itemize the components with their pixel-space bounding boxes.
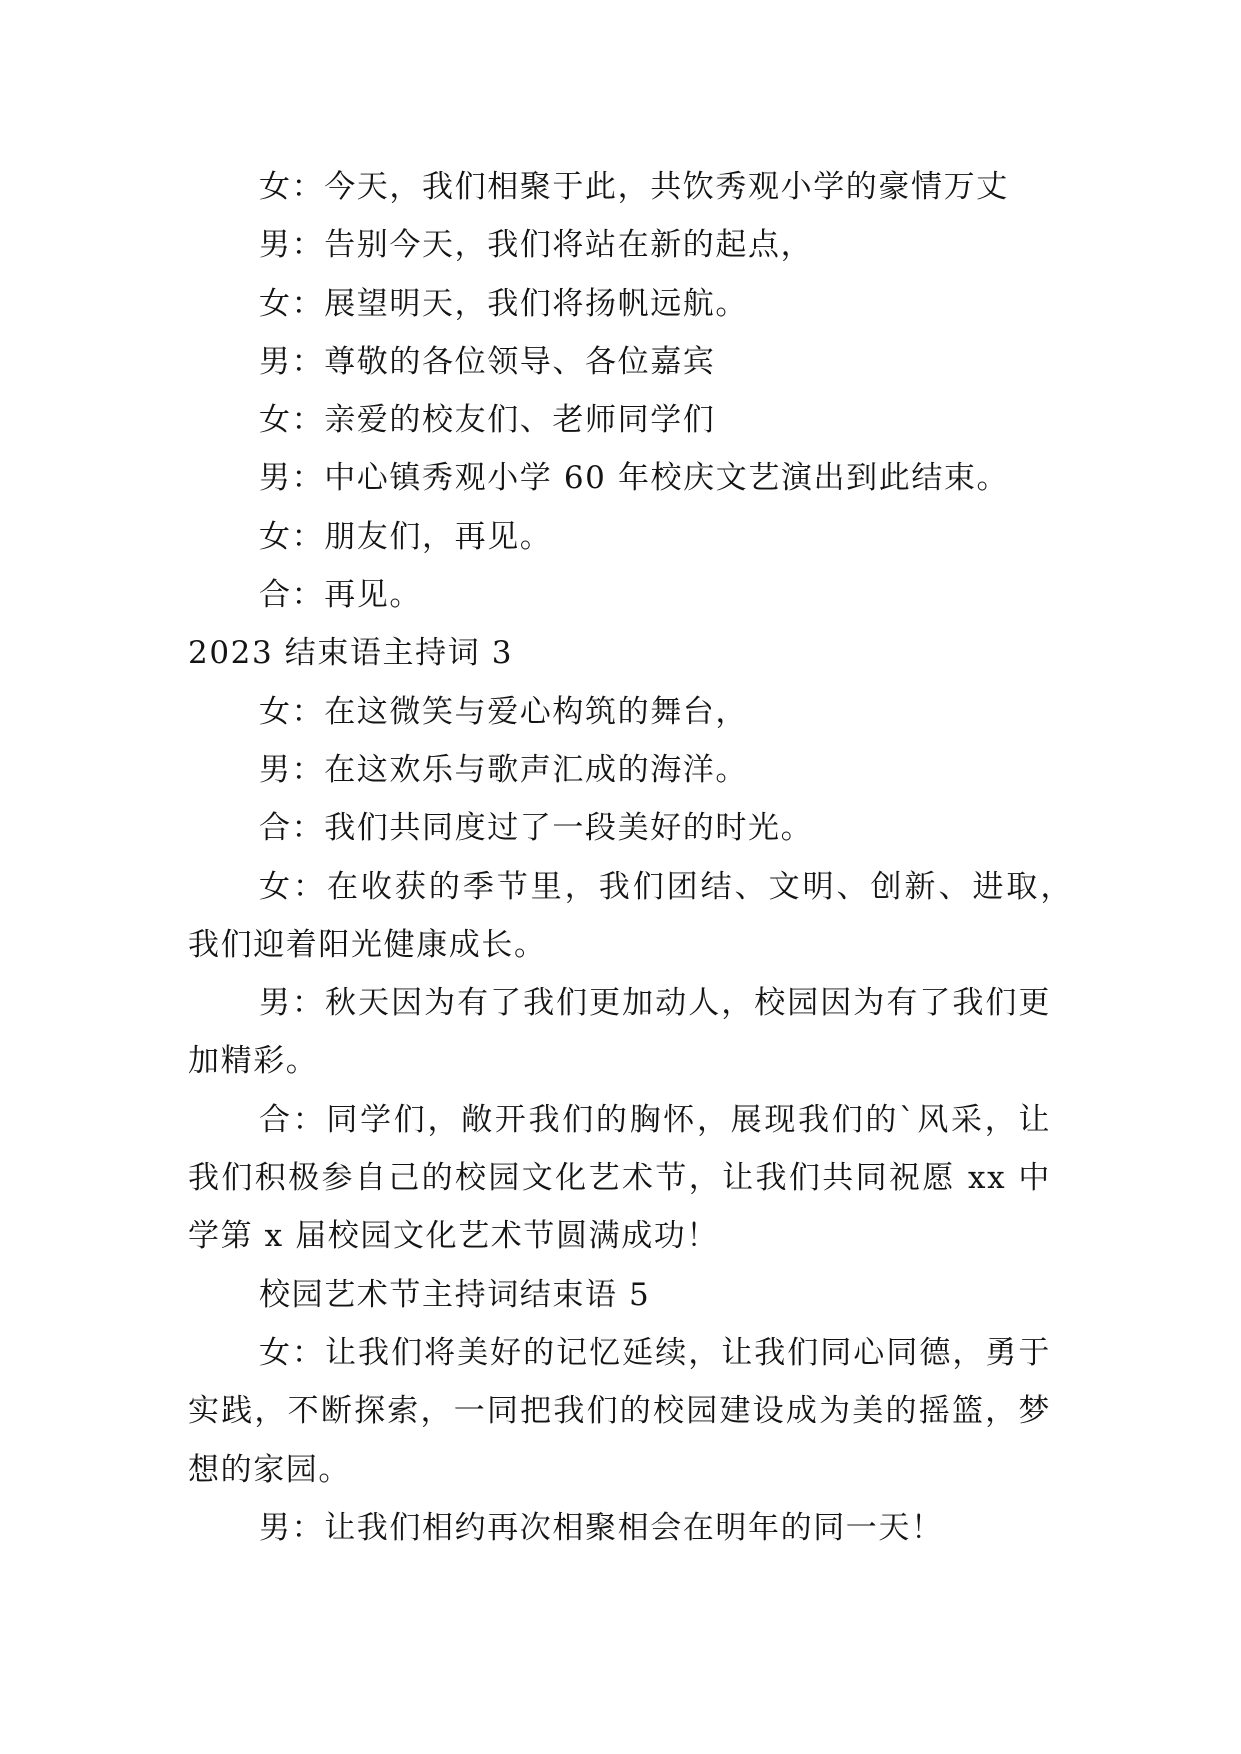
section-heading: 2023 结束语主持词 3: [188, 635, 514, 672]
dialogue-line: 女：在收获的季节里，我们团结、文明、创新、进取，: [259, 868, 1073, 905]
dialogue-line: 合：同学们，敞开我们的胸怀，展现我们的`风采，让: [259, 1101, 1051, 1138]
dialogue-line: 女：在这微笑与爱心构筑的舞台，: [259, 693, 748, 730]
dialogue-line: 男：尊敬的各位领导、各位嘉宾: [259, 343, 716, 380]
dialogue-line-continuation: 学第 x 届校园文化艺术节圆满成功！: [188, 1218, 719, 1255]
dialogue-line: 男：告别今天，我们将站在新的起点，: [259, 227, 814, 264]
dialogue-line: 男：中心镇秀观小学 60 年校庆文艺演出到此结束。: [259, 460, 1010, 497]
section-heading: 校园艺术节主持词结束语 5: [259, 1276, 651, 1313]
dialogue-line-continuation: 我们积极参自己的校园文化艺术节，让我们共同祝愿 xx 中: [188, 1160, 1051, 1197]
dialogue-line-continuation: 加精彩。: [188, 1043, 319, 1080]
dialogue-line-continuation: 实践，不断探索，一同把我们的校园建设成为美的摇篮，梦: [188, 1393, 1051, 1430]
dialogue-line: 女：朋友们，再见。: [259, 518, 553, 555]
dialogue-line: 女：展望明天，我们将扬帆远航。: [259, 285, 748, 322]
dialogue-line: 女：让我们将美好的记忆延续，让我们同心同德，勇于: [259, 1334, 1051, 1371]
document-body: [188, 158, 1073, 1557]
dialogue-line: 男：秋天因为有了我们更加动人，校园因为有了我们更: [259, 985, 1051, 1022]
dialogue-line: 男：在这欢乐与歌声汇成的海洋。: [259, 751, 748, 788]
dialogue-line-continuation: 我们迎着阳光健康成长。: [188, 926, 547, 963]
dialogue-line-continuation: 想的家园。: [188, 1451, 351, 1488]
dialogue-line: 合：我们共同度过了一段美好的时光。: [259, 810, 814, 847]
dialogue-line: 女：今天，我们相聚于此，共饮秀观小学的豪情万丈: [259, 169, 1009, 205]
dialogue-line: 女：亲爱的校友们、老师同学们: [259, 402, 716, 439]
dialogue-line: 合：再见。: [259, 577, 422, 614]
dialogue-line: 男：让我们相约再次相聚相会在明年的同一天！: [259, 1509, 944, 1546]
